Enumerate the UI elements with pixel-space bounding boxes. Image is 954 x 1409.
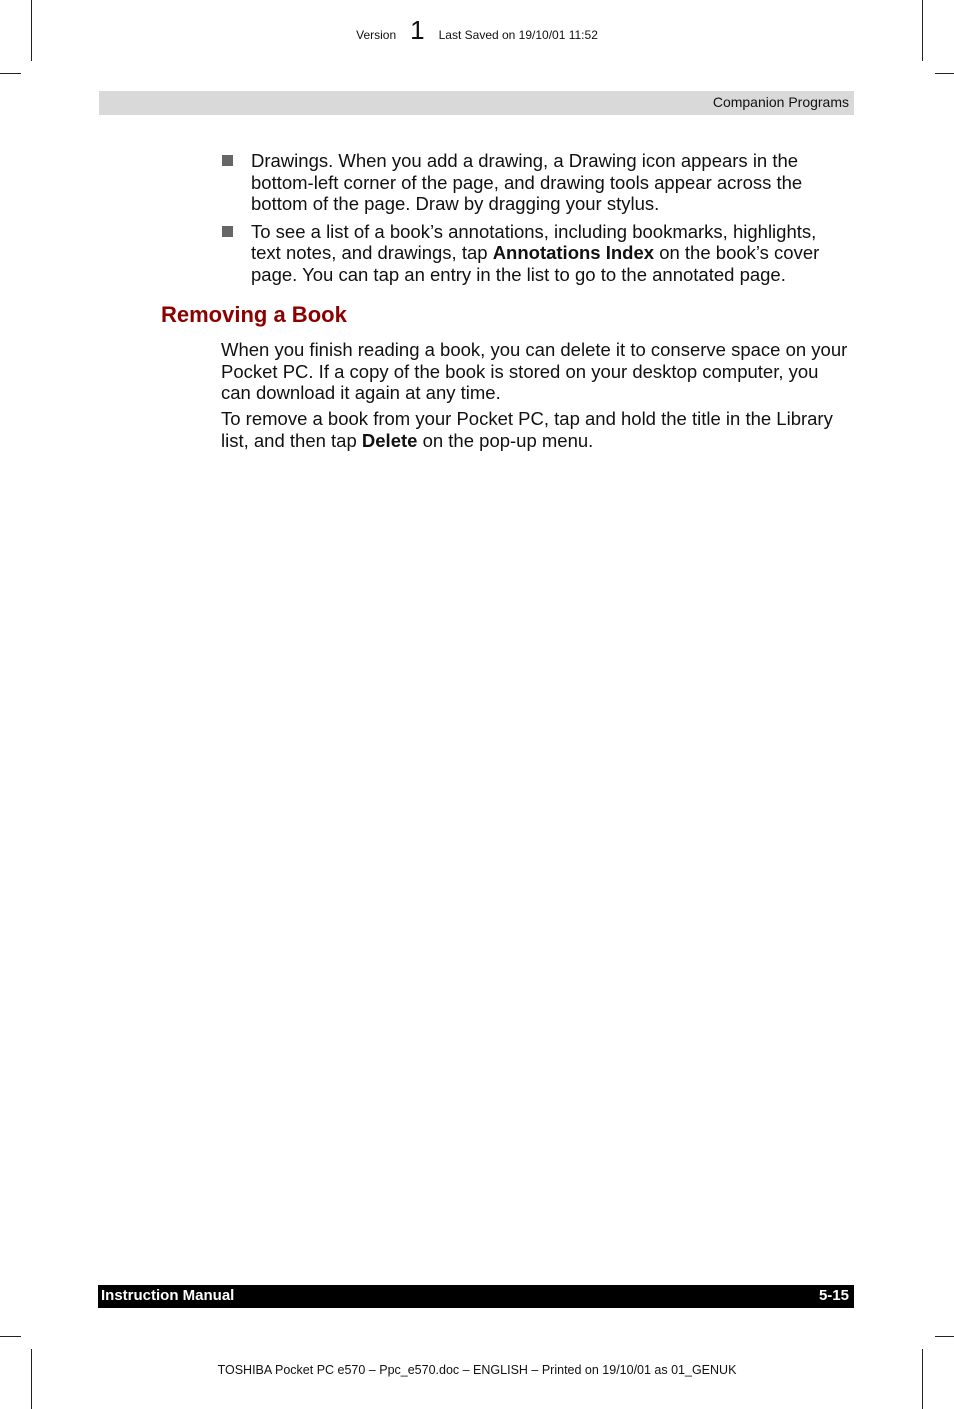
text-run: Drawings. When you add a drawing, a Drawing icon appears in the bottom-left corner of the page, and drawing tools appear across the bottom of the page. Draw by dragging your stylus. xyxy=(251,150,803,214)
bullet-text xyxy=(251,221,819,285)
body-paragraph xyxy=(221,408,849,451)
section-title: Companion Programs xyxy=(712,94,849,110)
manual-title: Instruction Manual xyxy=(101,1287,235,1304)
body-paragraph xyxy=(221,339,849,404)
bold-term: Delete xyxy=(361,429,418,451)
text-run: To see a list of a book’s annotations, including bookmarks, highlights, text notes, and drawings, tap xyxy=(251,220,817,263)
bullet-square-icon xyxy=(222,155,233,166)
last-saved: Last Saved on 19/10/01 11:52 xyxy=(438,28,598,42)
version-label: Version xyxy=(356,28,397,42)
version-number: 1 xyxy=(410,15,425,45)
section-heading: Removing a Book xyxy=(161,302,347,327)
crop-mark xyxy=(935,73,954,74)
print-info-text: TOSHIBA Pocket PC e570 – Ppc_e570.doc – ENGLISH – Printed on 19/10/01 as 01_GENUK xyxy=(217,1363,737,1377)
crop-mark xyxy=(935,1336,954,1337)
bullet-item xyxy=(222,221,850,286)
page-number: 5-15 xyxy=(818,1287,849,1304)
crop-mark xyxy=(0,73,21,74)
text-run: When you finish reading a book, you can delete it to conserve space on your Pocket PC. If a copy of the book is stored on your desktop computer, you can download it again at any time. xyxy=(221,339,848,403)
crop-mark xyxy=(31,1349,32,1409)
running-header xyxy=(99,91,854,115)
print-info xyxy=(0,1363,954,1377)
bold-term: Annotations Index xyxy=(492,242,655,263)
bullet-list xyxy=(222,150,850,291)
bullet-square-icon xyxy=(222,226,233,237)
text-run: on the pop-up menu. xyxy=(417,429,594,451)
version-info xyxy=(0,15,954,45)
text-run: on the book’s cover page. You can tap an entry in the list to go to the annotated page. xyxy=(251,242,820,285)
footer-band xyxy=(98,1285,854,1308)
bullet-item xyxy=(222,150,850,215)
text-run: To remove a book from your Pocket PC, tap and hold the title in the Library list, and then tap xyxy=(221,408,833,451)
crop-mark xyxy=(922,1349,923,1409)
crop-mark xyxy=(0,1336,21,1337)
bullet-text xyxy=(251,150,802,214)
